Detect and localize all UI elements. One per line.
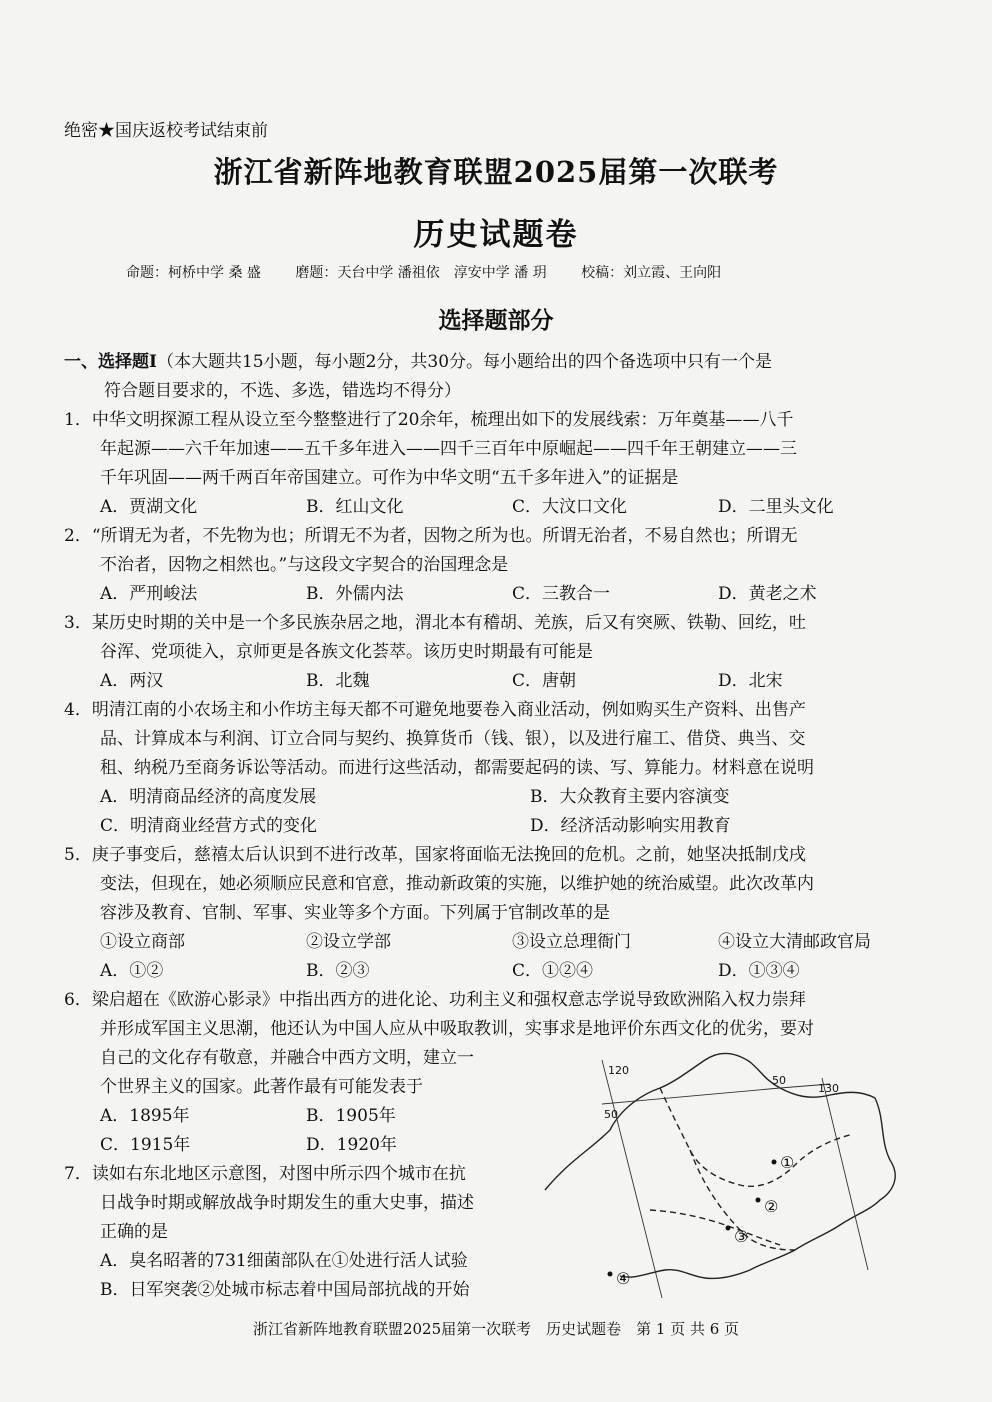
option[interactable]: D．黄老之术 xyxy=(718,584,817,604)
option[interactable]: D．经济活动影响实用教育 xyxy=(530,816,731,836)
question-3-line-1: 3．某历史时期的关中是一个多民族杂居之地，渭北本有稽胡、羌族，后又有突厥、铁勒、回纥，吐 xyxy=(64,613,806,633)
northeast-map xyxy=(540,1040,920,1300)
option[interactable]: B．外儒内法 xyxy=(306,584,404,604)
question-7-line-3: 正确的是 xyxy=(100,1222,168,1242)
option[interactable]: A．严刑峻法 xyxy=(100,584,198,604)
option[interactable]: A．①② xyxy=(100,961,164,981)
question-5-options xyxy=(64,957,930,986)
question-4-line-2: 品、计算成本与利润、订立合同与契约、换算货币（钱、银），以及进行雇工、借贷、典当、交 xyxy=(100,729,806,749)
credit-reviewer: 磨题：天台中学 潘祖依 淳安中学 潘 玥 xyxy=(295,265,547,281)
option[interactable]: C．大汶口文化 xyxy=(512,497,628,517)
map-label-130: 130 xyxy=(818,1082,839,1095)
option[interactable]: B．红山文化 xyxy=(306,497,404,517)
option[interactable]: B．大众教育主要内容演变 xyxy=(530,787,730,807)
option[interactable]: D．二里头文化 xyxy=(718,497,834,517)
option[interactable]: A．臭名昭著的731细菌部队在①处进行活人试验 xyxy=(100,1251,468,1271)
question-3-options xyxy=(64,667,930,696)
map-border-east xyxy=(750,1098,895,1270)
option[interactable]: B．北魏 xyxy=(306,671,370,691)
option[interactable]: C．三教合一 xyxy=(512,584,611,604)
question-1-line-3: 千年巩固——两千两百年帝国建立。可作为中华文明“五千多年进入”的证据是 xyxy=(100,468,679,488)
question-5-line-1: 5．庚子事变后，慈禧太后认识到不进行改革，国家将面临无法挽回的危机。之前，她坚决抵制戊戌 xyxy=(64,845,806,865)
question-7-line-1: 7．读如右东北地区示意图，对图中所示四个城市在抗 xyxy=(64,1164,466,1184)
map-meridian-120 xyxy=(602,1060,662,1298)
map-label-120: 120 xyxy=(608,1064,629,1077)
question-2-line-1: 2．“所谓无为者，不先物为也；所谓无不为者，因物之所为也。所谓无治者，不易自然也；所谓无 xyxy=(64,526,798,546)
option[interactable]: A．两汉 xyxy=(100,671,164,691)
map-marker-1: ① xyxy=(780,1153,795,1172)
question-4-line-3: 租、纳税乃至商务诉讼等活动。而进行这些活动，都需要起码的读、写、算能力。材料意在说明 xyxy=(100,758,814,778)
question-5-line-2: 变法，但现在，她必须顺应民意和官意，推动新政策的实施，以维护她的统治威望。此次改革内 xyxy=(100,874,814,894)
question-6-line-3: 自己的文化存有敬意，并融合中西方文明，建立一 xyxy=(100,1048,474,1068)
option[interactable]: D．1920年 xyxy=(306,1135,397,1155)
statement-item: ③设立总理衙门 xyxy=(512,932,631,952)
map-coast-south xyxy=(620,1270,750,1279)
option[interactable]: A．贾湖文化 xyxy=(100,497,198,517)
question-1-line-2: 年起源——六千年加速——五千多年进入——四千三百年中原崛起——四千年王朝建立——三 xyxy=(100,439,797,459)
question-3-line-2: 谷浑、党项徙入，京师更是各族文化荟萃。该历史时期最有可能是 xyxy=(100,642,593,662)
question-7-line-2: 日战争时期或解放战争时期发生的重大史事，描述 xyxy=(100,1193,474,1213)
city-dot xyxy=(608,1272,613,1277)
option[interactable]: A．1895年 xyxy=(100,1106,190,1126)
question-6-line-2: 并形成军国主义思潮，他还认为中国人应从中吸取教训，实事求是地评价东西文化的优劣，要对 xyxy=(100,1019,814,1039)
question-4-options xyxy=(64,783,930,841)
option[interactable]: C．①②④ xyxy=(512,961,594,981)
exam-subtitle: 历史试题卷 xyxy=(413,217,579,253)
map-marker-3: ③ xyxy=(734,1227,749,1246)
map-marker-2: ② xyxy=(764,1197,779,1216)
credit-author: 命题：柯桥中学 桑 盛 xyxy=(126,265,261,281)
part-heading xyxy=(64,348,930,377)
credits xyxy=(126,262,751,282)
question-1-options xyxy=(64,493,930,522)
city-dot xyxy=(772,1160,777,1165)
map-label-50-west: 50 xyxy=(604,1108,618,1121)
question-1-line-1: 1．中华文明探源工程从设立至今整整进行了20余年，梳理出如下的发展线索：万年奠基——八千 xyxy=(64,410,794,430)
statement-item: ④设立大清邮政官局 xyxy=(718,932,871,952)
question-6-line-1: 6．梁启超在《欧游心影录》中指出西方的进化论、功利主义和强权意志学说导致欧洲陷入权力崇拜 xyxy=(64,990,806,1010)
statement-item: ①设立商部 xyxy=(100,932,185,952)
option[interactable]: C．明清商业经营方式的变化 xyxy=(100,816,318,836)
part-heading-label: 一、选择题Ⅰ xyxy=(64,352,157,372)
part-description: （本大题共15小题，每小题2分，共30分。每小题给出的四个备选项中只有一个是 xyxy=(156,352,773,372)
question-4-line-1: 4．明清江南的小农场主和小作坊主每天都不可避免地要卷入商业活动，例如购买生产资料、出售产 xyxy=(64,700,806,720)
option[interactable]: D．①③④ xyxy=(718,961,800,981)
option[interactable]: B．1905年 xyxy=(306,1106,396,1126)
option[interactable]: B．②③ xyxy=(306,961,370,981)
question-5-line-3: 容涉及教育、官制、军事、实业等多个方面。下列属于官制改革的是 xyxy=(100,903,610,923)
option[interactable]: C．1915年 xyxy=(100,1135,191,1155)
statement-item: ②设立学部 xyxy=(306,932,391,952)
section-title: 选择题部分 xyxy=(438,307,554,334)
city-dot xyxy=(756,1198,761,1203)
option[interactable]: B．日军突袭②处城市标志着中国局部抗战的开始 xyxy=(100,1280,470,1300)
part-description-cont: 符合题目要求的，不选、多选，错选均不得分） xyxy=(104,381,461,401)
map-boundary xyxy=(545,1053,875,1190)
map-parallel-50 xyxy=(602,1088,780,1104)
option[interactable]: D．北宋 xyxy=(718,671,783,691)
map-label-50: 50 xyxy=(772,1074,786,1087)
exam-title: 浙江省新阵地教育联盟2025届第一次联考 xyxy=(213,155,779,189)
credit-proofreader: 校稿：刘立霞、王向阳 xyxy=(581,265,722,281)
question-2-line-2: 不治者，因物之相然也。”与这段文字契合的治国理念是 xyxy=(100,555,509,575)
map-meridian-130 xyxy=(822,1078,868,1270)
option[interactable]: C．唐朝 xyxy=(512,671,577,691)
city-dot xyxy=(726,1226,731,1231)
question-6-line-4: 个世界主义的国家。此著作最有可能发表于 xyxy=(100,1077,423,1097)
question-5-items xyxy=(64,928,930,957)
map-province-line xyxy=(650,1210,780,1245)
confidential-label: 绝密★国庆返校考试结束前 xyxy=(64,121,268,141)
map-province-line xyxy=(660,1088,850,1186)
page-footer: 浙江省新阵地教育联盟2025届第一次联考 历史试题卷 第 1 页 共 6 页 xyxy=(252,1320,740,1338)
question-2-options xyxy=(64,580,930,609)
option[interactable]: A．明清商品经济的高度发展 xyxy=(100,787,317,807)
map-marker-4: ④ xyxy=(616,1269,631,1288)
